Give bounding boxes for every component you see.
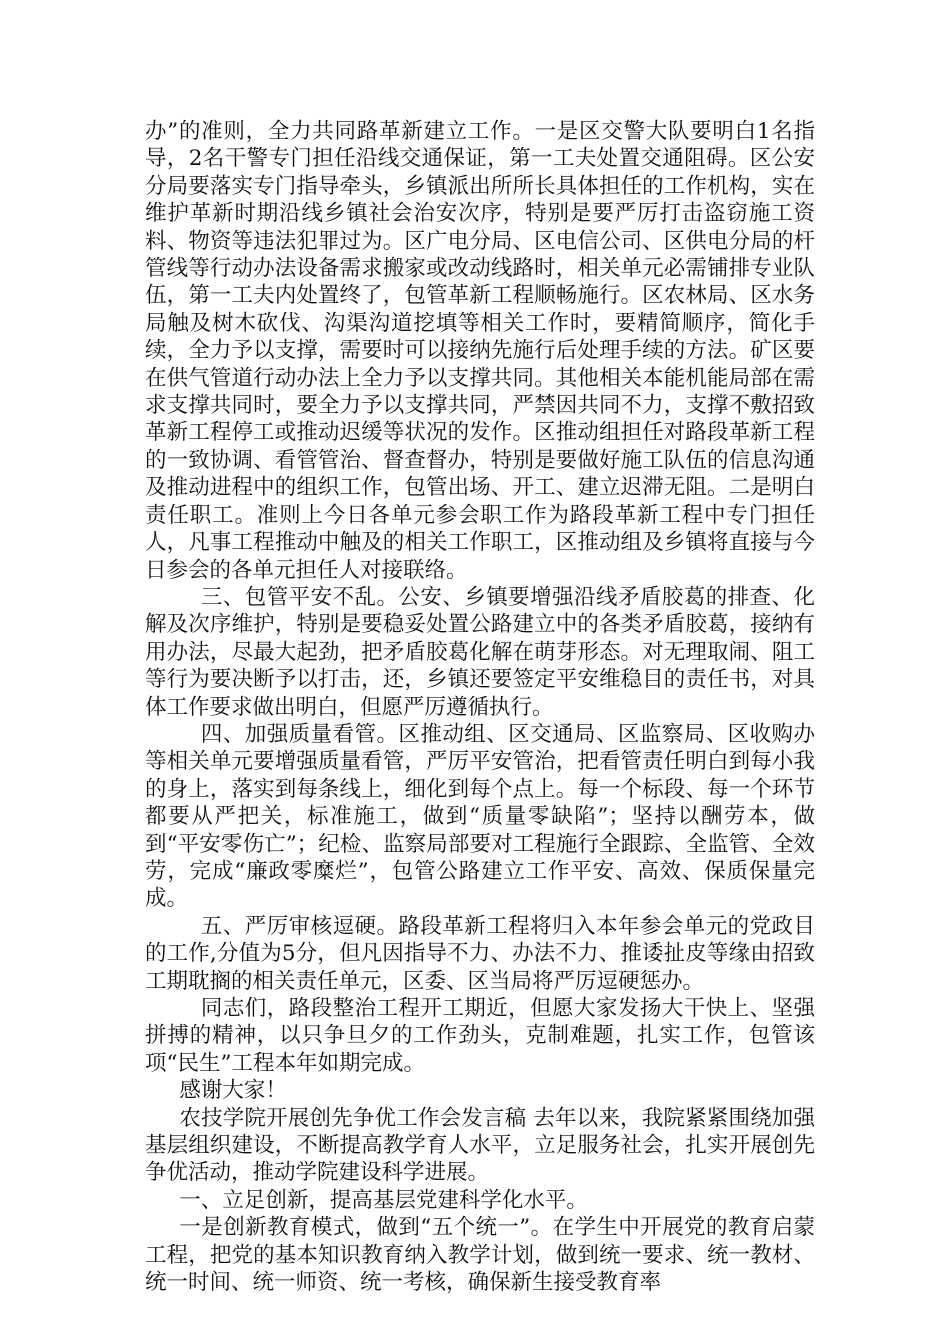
paragraph-second-speech-intro: 农技学院开展创先争优工作会发言稿 去年以来，我院紧紧围绕加强基层组织建设，不断提高教学育人水平，立足服务社会，扎实开展创先争优活动，推动学院建设科学进展。 [145, 1105, 815, 1186]
document-page [145, 118, 815, 1296]
paragraph-section-1-body: 一是创新教育模式，做到“五个统一”。在学生中开展党的教育启蒙工程，把党的基本知识教育纳入教学计划，做到统一要求、统一教材、统一时间、统一师资、统一考核，确保新生接受教育率 [145, 1215, 815, 1296]
paragraph-section-3: 三、包管平安不乱。公安、乡镇要增强沿线矛盾胶葛的排查、化解及次序维护，特别是要稳妥处置公路建立中的各类矛盾胶葛，接纳有用办法，尽最大起劲，把矛盾胶葛化解在萌芽形态。对无理取闹、阻工等行为要决断予以打击，还，乡镇还要签定平安维稳目的责任书，对具体工作要求做出明白，但愿严厉遵循执行。 [145, 584, 815, 720]
paragraph-closing-remarks: 同志们，路段整治工程开工期近，但愿大家发扬大干快上、坚强拼搏的精神，以只争旦夕的工作劲头，克制难题，扎实工作，包管该项“民生”工程本年如期完成。 [145, 996, 815, 1076]
paragraph-thanks: 感谢大家！ [179, 1078, 287, 1104]
paragraph-section-4: 四、加强质量看管。区推动组、区交通局、区监察局、区收购办等相关单元要增强质量看管，严厉平安管治，把看管责任明白到每小我的身上，落实到每条线上，细化到每个点上。每一个标段、每一个环节都要从严把关，标准施工，做到“质量零缺陷”；坚持以酬劳本，做到“平安零伤亡”；纪检、监察局部要对工程施行全跟踪、全监管、全效劳，完成“廉政零糜烂”，包管公路建立工作平安、高效、保质保量完成。 [145, 721, 815, 912]
paragraph-section-5: 五、严厉审核逗硬。路段革新工程将归入本年参会单元的党政目的工作,分值为5分，但凡因指导不力、办法不力、推诿扯皮等缘由招致工期耽搁的相关责任单元，区委、区当局将严厉逗硬惩办。 [145, 913, 815, 994]
paragraph-section-1-heading: 一、立足创新，提高基层党建科学化水平。 [179, 1187, 588, 1213]
paragraph-intro: 办”的准则，全力共同路革新建立工作。一是区交警大队要明白1名指导，2名干警专门担任沿线交通保证，第一工夫处置交通阻碍。区公安分局要落实专门指导牵头，乡镇派出所所长具体担任的工作机构，实在维护革新时期沿线乡镇社会治安次序，特别是要严厉打击盗窃施工资料、物资等违法犯罪过为。区广电分局、区电信公司、区供电分局的杆管线等行动办法设备需求搬家或改动线路时，相关单元必需铺排专业队伍，第一工夫内处置终了，包管革新工程顺畅施行。区农林局、区水务局触及树木砍伐、沟渠沟道挖填等相关工作时，要精简顺序，简化手续，全力予以支撑，需要时可以接纳先施行后处理手续的方法。矿区要在供气管道行动办法上全力予以支撑共同。其他相关本能机能局部在需求支撑共同时，要全力予以支撑共同，严禁因共同不力，支撑不敷招致革新工程停工或推动迟缓等状况的发作。区推动组担任对路段革新工程的一致协调、看管管治、督查督办，特别是要做好施工队伍的信息沟通及推动进程中的组织工作，包管出场、开工、建立迟滞无阻。二是明白责任职工。准则上今日各单元参会职工作为路段革新工程中专门担任人，凡事工程推动中触及的相关工作职工，区推动组及乡镇将直接与今日参会的各单元担任人对接联络。 [145, 119, 815, 583]
